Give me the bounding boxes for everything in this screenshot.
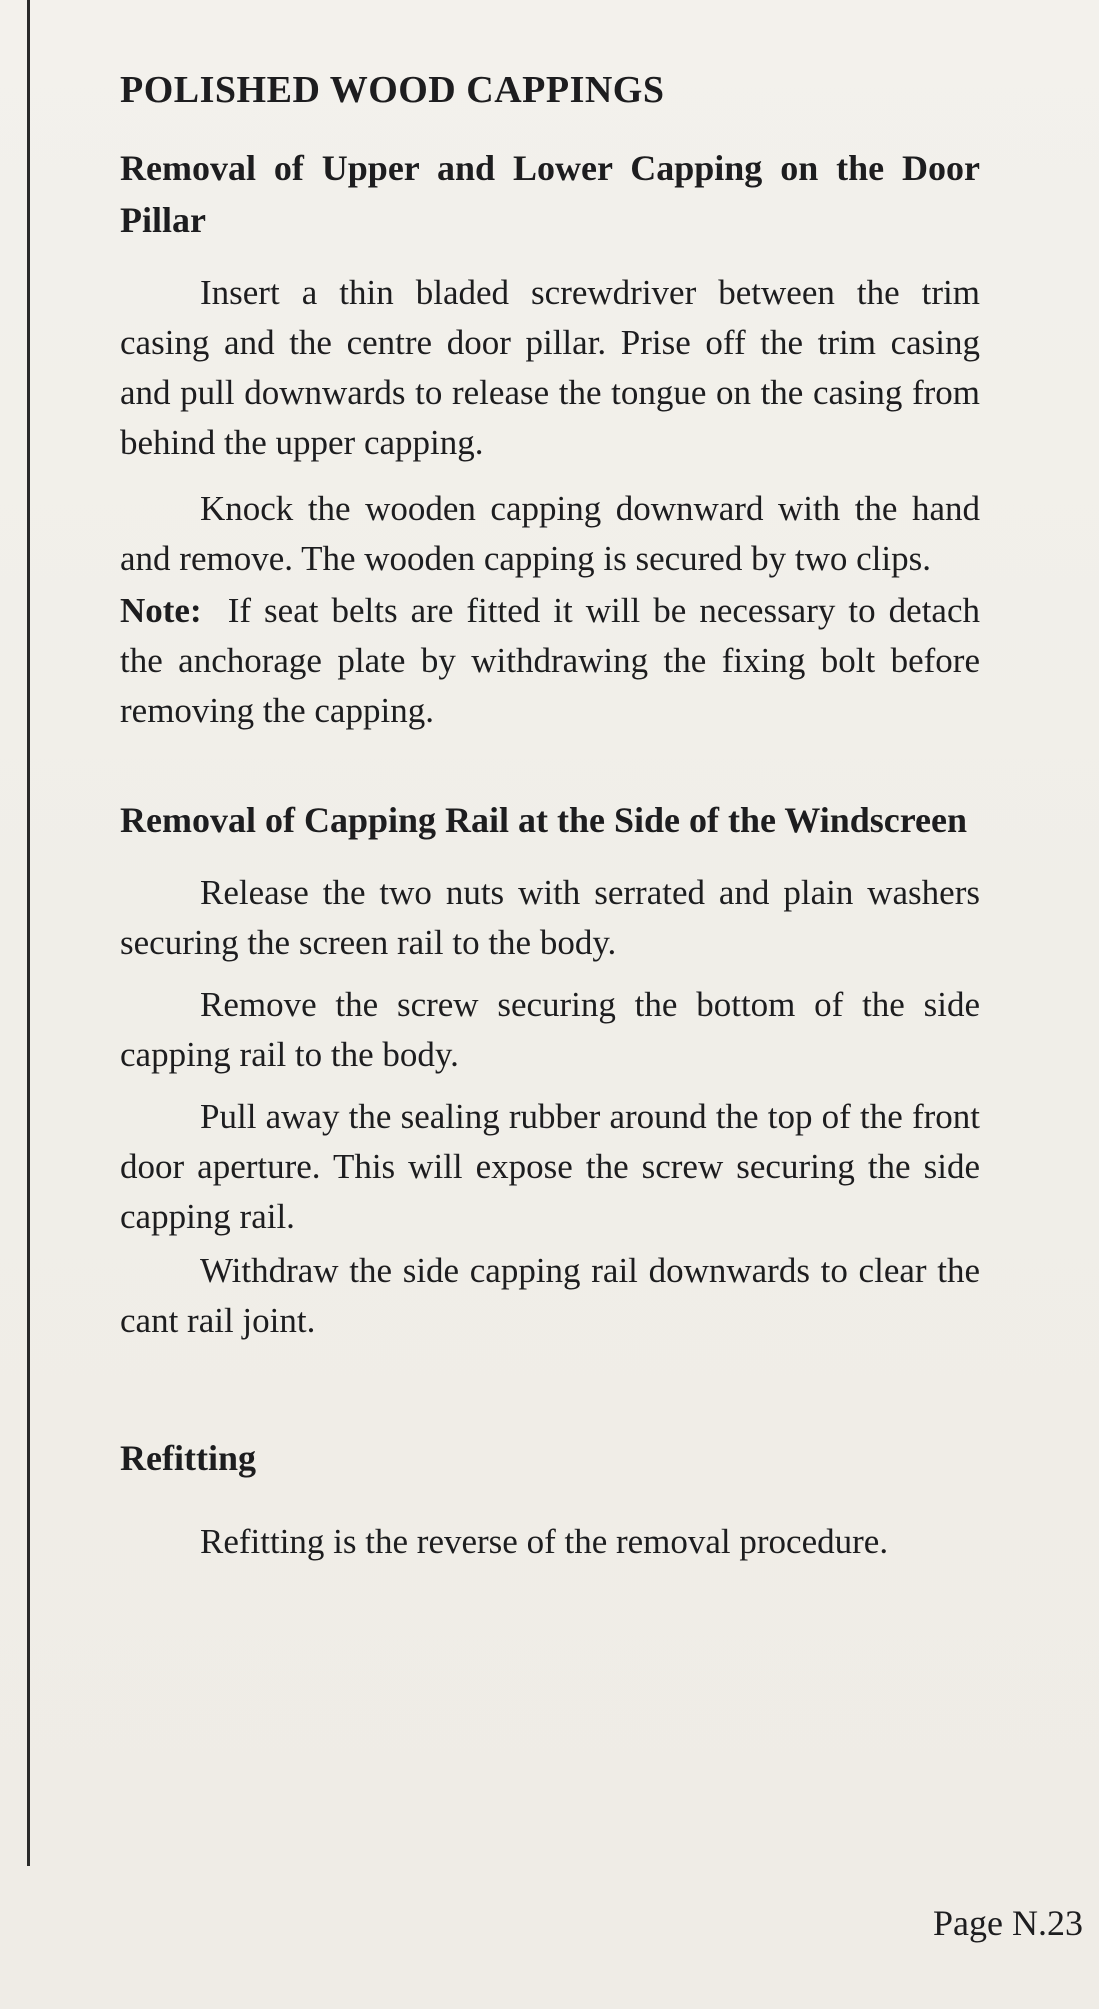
page-number: Page N.23 <box>933 1903 1083 1943</box>
note-text: If seat belts are fitted it will be necessary to detach the anchorage plate by withdrawing the fixing bolt before removing the capping. <box>120 591 981 730</box>
note-label: Note: <box>120 591 202 630</box>
paragraph: Refitting is the reverse of the removal procedure. <box>200 1522 889 1561</box>
left-margin-rule <box>27 0 30 1866</box>
paragraph: Knock the wooden capping downward with the hand and remove. The wooden capping is secured by two clips. <box>120 489 980 578</box>
page-title: POLISHED WOOD CAPPINGS <box>120 69 665 111</box>
paragraph: Withdraw the side capping rail downwards to clear the cant rail joint. <box>120 1251 980 1340</box>
page-content <box>120 60 980 1574</box>
paragraph: Insert a thin bladed screwdriver between the trim casing and the centre door pillar. Prise off the trim casing and pull downwards to release the tongue on the casing from behind the upper capping. <box>120 273 980 462</box>
section-heading-windscreen: Removal of Capping Rail at the Side of the Windscreen <box>120 800 968 840</box>
paragraph: Release the two nuts with serrated and plain washers securing the screen rail to the body. <box>120 873 980 962</box>
paragraph: Remove the screw securing the bottom of the side capping rail to the body. <box>120 985 980 1074</box>
section-heading-refitting: Refitting <box>120 1438 256 1478</box>
section-heading-door-pillar: Removal of Upper and Lower Capping on the Door Pillar <box>120 148 980 240</box>
paragraph: Pull away the sealing rubber around the top of the front door aperture. This will expose the screw securing the side capping rail. <box>120 1097 980 1236</box>
note-paragraph <box>120 586 980 736</box>
